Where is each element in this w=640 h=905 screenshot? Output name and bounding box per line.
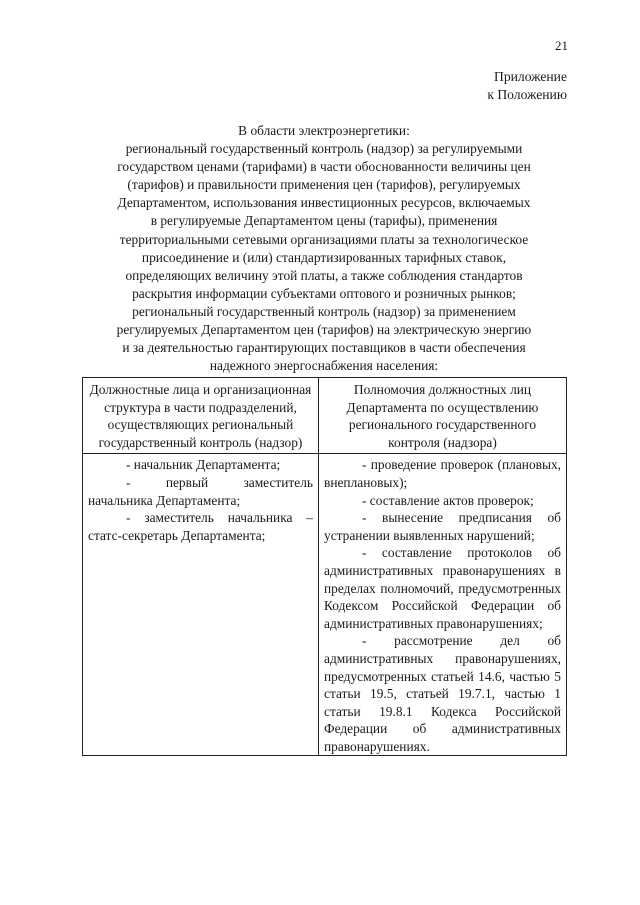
appendix-line-1: Приложение [494, 69, 567, 84]
document-heading [82, 122, 566, 375]
official-item: - заместитель начальника – статс-секретарь Департамента; [88, 510, 313, 543]
appendix-label [487, 68, 567, 104]
header-powers: Полномочия должностных лиц Департамента по осуществлению регионального государственного контроля (надзора) [319, 378, 567, 454]
heading-line: и за деятельностью гарантирующих поставщиков в части обеспечения [122, 340, 526, 356]
heading-line: присоединение и (или) стандартизированных тарифных ставок, [141, 249, 507, 265]
table-header-row [83, 378, 567, 454]
authority-table [82, 377, 567, 756]
heading-line: В области электроэнергетики: [238, 123, 410, 138]
power-item: - составление актов проверок; [362, 492, 534, 508]
heading-line: региональный государственный контроль (надзор) за регулируемыми [125, 141, 523, 157]
heading-line: региональный государственный контроль (надзор) за применением [132, 303, 516, 319]
page-number: 21 [555, 38, 568, 53]
heading-line: в регулируемые Департаментом цены (тарифы), применения [150, 213, 498, 229]
heading-line: определяющих величину этой платы, а также соблюдения стандартов [125, 267, 523, 283]
heading-line: надежного энергоснабжения населения: [209, 358, 439, 374]
official-item: - начальник Департамента; [126, 457, 281, 473]
officials-cell [83, 454, 319, 756]
heading-line: территориальными сетевыми организациями платы за технологическое [119, 231, 529, 247]
power-item: - рассмотрение дел об административных правонарушениях, предусмотренных статьей 14.6, частью 5 статьи 19.5, статьей 19.7.1, частью 1 статьи 19.8.1 Кодекса Российской Федерации об административных правонарушениях. [324, 633, 561, 754]
heading-line: Департаментом, использования инвестиционных ресурсов, включаемых [117, 195, 531, 211]
heading-line: государством ценами (тарифами) в части обоснованности величины цен [117, 159, 531, 175]
heading-line: раскрытия информации субъектами оптового и розничных рынков; [132, 285, 516, 301]
appendix-line-2: к Положению [487, 87, 567, 102]
heading-line: (тарифов) и правильности применения цен (тарифов), регулируемых [127, 177, 521, 193]
header-officials: Должностные лица и организационная структура в части подразделений, осуществляющих региональный государственный контроль (надзор) [83, 378, 319, 454]
power-item: - проведение проверок (плановых, внеплановых); [324, 457, 561, 490]
official-item: - первый заместитель начальника Департамента; [88, 474, 313, 508]
power-item: - вынесение предписания об устранении выявленных нарушений; [324, 510, 561, 543]
powers-cell [319, 454, 567, 756]
power-item: - составление протоколов об административных правонарушениях в пределах полномочий, предусмотренных Кодексом Российской Федерации об административных правонарушениях; [324, 545, 561, 631]
table-row [83, 454, 567, 756]
heading-line: регулируемых Департаментом цен (тарифов) на электрическую энергию [116, 322, 532, 338]
